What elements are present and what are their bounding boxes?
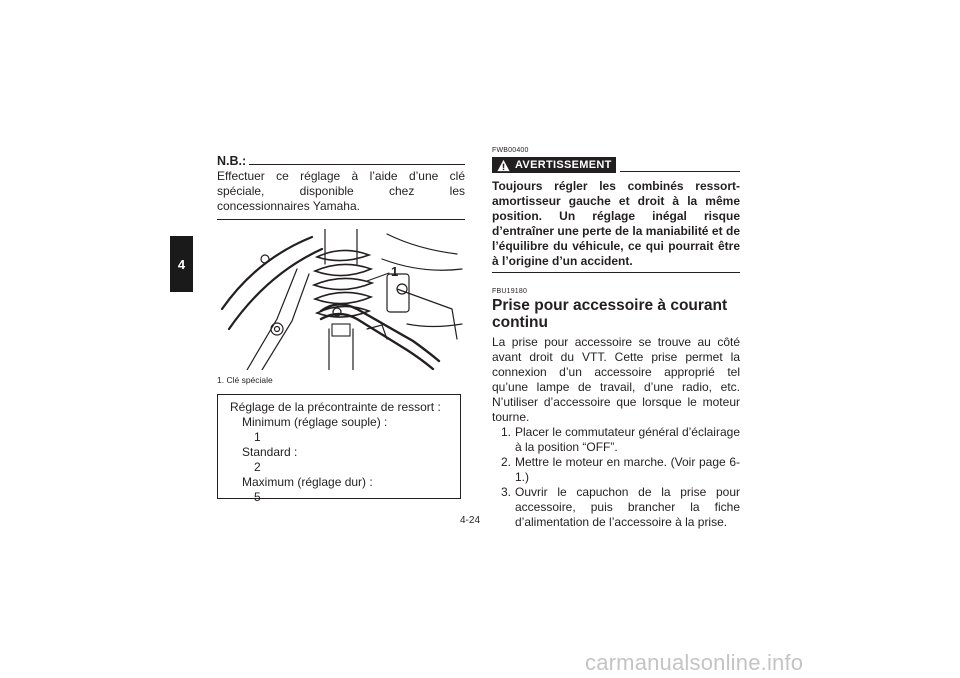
- page-number: 4-24: [460, 515, 481, 526]
- spec-max-value: 5: [254, 490, 261, 504]
- warning-rule: [620, 171, 740, 172]
- watermark: carmanualsonline.info: [585, 650, 804, 675]
- warning-label: AVERTISSEMENT: [515, 159, 612, 171]
- shock-adjust-photo: [217, 229, 465, 370]
- note-header: [217, 150, 465, 168]
- note-title: N.B.:: [217, 154, 247, 168]
- right-column: [492, 147, 740, 530]
- section-intro: La prise pour accessoire se trouve au côté avant droit du VTT. Cette prise permet la connexion d’un accessoire approprié tel qu’une lampe de travail, d’une radio, etc. N’utiliser d’accessoire que lorsque le moteur tourne.: [492, 335, 740, 424]
- spec-box: [217, 394, 461, 504]
- shock-absorber-illustration: [217, 229, 465, 370]
- photo-callout-number: 1: [391, 264, 399, 279]
- step-text: Ouvrir le capuchon de la prise pour accessoire, puis brancher la fiche d’alimentation de l’accessoire à la prise.: [515, 485, 740, 529]
- note-text: Effectuer ce réglage à l’aide d’une clé spéciale, disponible chez les concessionnaires Yamaha.: [217, 169, 465, 220]
- warning-triangle-icon: [497, 159, 510, 172]
- step-item: [492, 455, 740, 485]
- spec-std-label: Standard :: [242, 445, 298, 459]
- section-title: Prise pour accessoire à courant continu: [492, 297, 728, 331]
- warning-badge: [492, 157, 616, 173]
- step-number: 2.: [500, 455, 511, 469]
- left-column: [217, 150, 465, 504]
- spec-title: Réglage de la précontrainte de ressort :: [230, 400, 441, 414]
- warning-header: [492, 157, 740, 173]
- spec-min-label: Minimum (réglage souple) :: [242, 415, 388, 429]
- chapter-tab: 4: [170, 236, 193, 292]
- step-item: [492, 425, 740, 455]
- step-number: 3.: [500, 485, 511, 499]
- step-text: Placer le commutateur général d’éclairage à la position “OFF”.: [515, 425, 740, 454]
- step-item: [492, 485, 740, 530]
- spec-max-label: Maximum (réglage dur) :: [242, 475, 373, 489]
- warning-text: Toujours régler les combinés ressort-amortisseur gauche et droit à la même position. Un réglage inégal risque d’entraîner une perte de la maniabilité et de l’équilibre du véhicule, ce qui pourrait être à l’origine d’un accident.: [492, 179, 740, 273]
- spec-std-value: 2: [254, 460, 261, 474]
- steps-list: [492, 425, 740, 530]
- step-number: 1.: [500, 425, 511, 439]
- step-text: Mettre le moteur en marche. (Voir page 6-1.): [515, 455, 740, 484]
- note-rule: [249, 164, 465, 165]
- spec-min-value: 1: [254, 430, 261, 444]
- photo-caption: 1. Clé spéciale: [217, 375, 273, 385]
- section-code: FBU19180: [492, 288, 528, 295]
- warning-code: FWB00400: [492, 147, 529, 154]
